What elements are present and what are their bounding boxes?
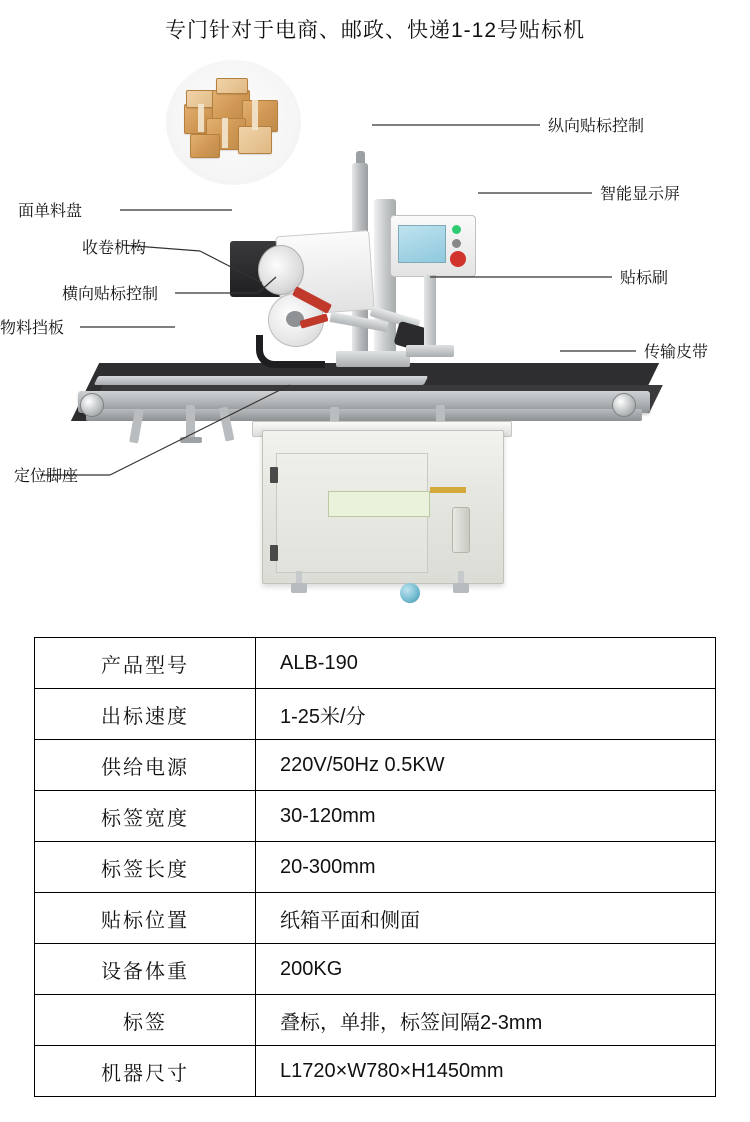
annotation-rewind-mechanism: 收卷机构 xyxy=(82,240,147,257)
machine-illustration xyxy=(0,55,750,615)
spec-key: 机器尺寸 xyxy=(35,1046,256,1097)
spec-key: 设备体重 xyxy=(35,944,256,995)
spec-key: 标签宽度 xyxy=(35,791,256,842)
annotation-label-brush: 贴标刷 xyxy=(620,270,669,287)
table-row xyxy=(35,740,716,791)
annotation-smart-display: 智能显示屏 xyxy=(600,186,681,203)
spec-key: 标签 xyxy=(35,995,256,1046)
table-row xyxy=(35,689,716,740)
table-row xyxy=(35,893,716,944)
table-row xyxy=(35,638,716,689)
table-row xyxy=(35,1046,716,1097)
spec-value: L1720×W780×H1450mm xyxy=(256,1046,716,1097)
table-row xyxy=(35,995,716,1046)
spec-value: 叠标，单排，标签间隔2-3mm xyxy=(256,995,716,1046)
table-row xyxy=(35,791,716,842)
annotation-material-baffle: 物料挡板 xyxy=(0,320,65,337)
spec-value: 30-120mm xyxy=(256,791,716,842)
spec-value: 1-25米/分 xyxy=(256,689,716,740)
annotation-vertical-control: 纵向贴标控制 xyxy=(548,118,645,135)
table-row xyxy=(35,944,716,995)
annotation-leader-lines xyxy=(0,55,750,615)
annotation-horizontal-control: 横向贴标控制 xyxy=(62,286,159,303)
annotation-conveyor-belt: 传输皮带 xyxy=(644,344,709,361)
spec-key: 标签长度 xyxy=(35,842,256,893)
annotation-face-reel: 面单料盘 xyxy=(18,203,83,220)
spec-table-body xyxy=(35,638,716,1097)
spec-key: 产品型号 xyxy=(35,638,256,689)
spec-key: 出标速度 xyxy=(35,689,256,740)
spec-key: 贴标位置 xyxy=(35,893,256,944)
page-title: 专门针对于电商、邮政、快递1-12号贴标机 xyxy=(164,19,586,42)
table-row xyxy=(35,842,716,893)
spec-value: 200KG xyxy=(256,944,716,995)
spec-key: 供给电源 xyxy=(35,740,256,791)
spec-value: 纸箱平面和侧面 xyxy=(256,893,716,944)
spec-table xyxy=(34,637,716,1097)
spec-value: ALB-190 xyxy=(256,638,716,689)
annotation-positioning-foot: 定位脚座 xyxy=(14,468,79,485)
spec-value: 20-300mm xyxy=(256,842,716,893)
spec-value: 220V/50Hz 0.5KW xyxy=(256,740,716,791)
